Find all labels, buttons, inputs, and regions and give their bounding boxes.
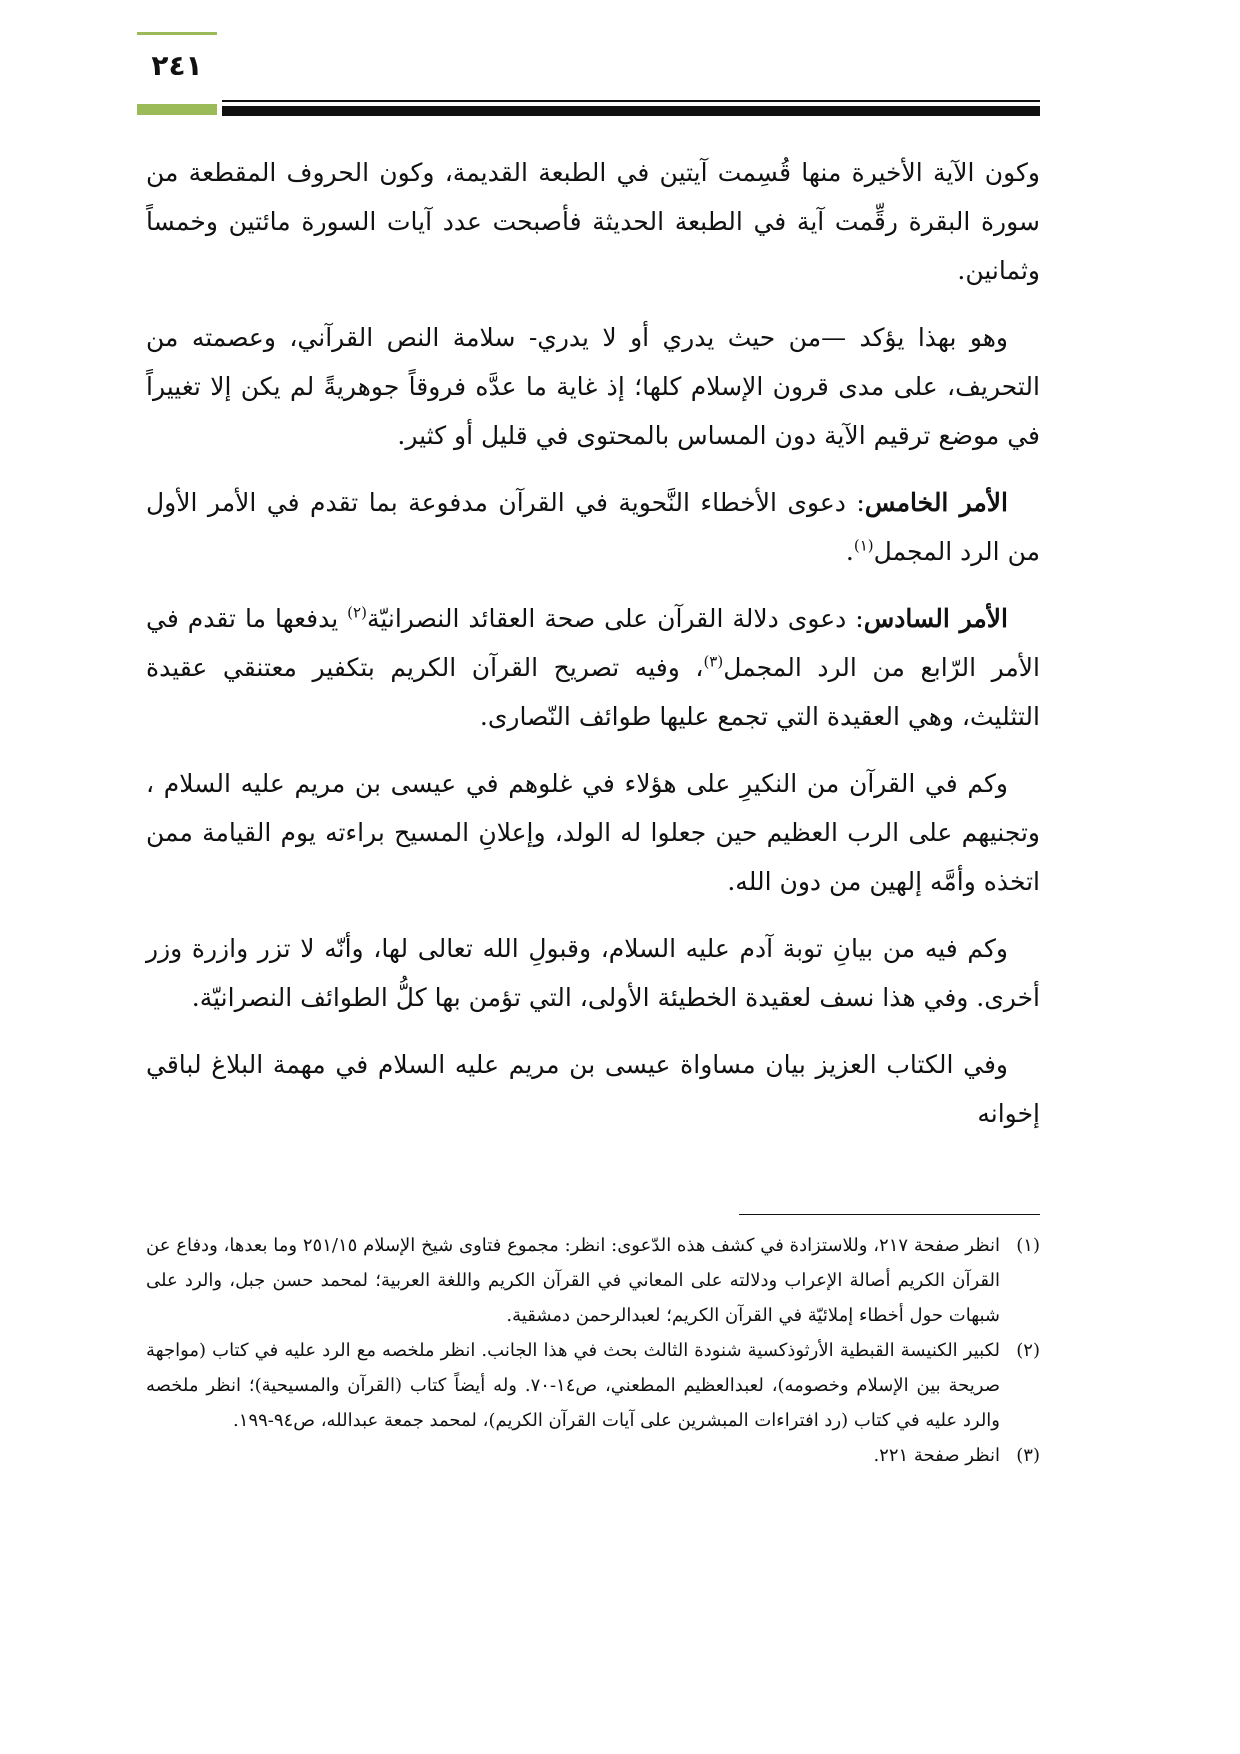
footnote-ref[interactable]: (١) [853,536,874,555]
footnotes [146,1228,1040,1473]
paragraph [146,148,1040,295]
paragraph-text: يدفعها ما تقدم في الأمر الرّابع من الرد المجمل [146,604,1040,682]
paragraph-text: : دعوى دلالة القرآن على صحة العقائد النصرانيّة [366,604,864,633]
footnote-number: (١) [1016,1235,1040,1256]
footnote-number: (٣) [1016,1445,1040,1466]
heading-sixth-matter: الأمر السادس [863,604,1008,633]
footnote [146,1333,1040,1438]
paragraph-text: . [845,537,854,566]
main-text [146,148,1040,1156]
footnote-text: لكبير الكنيسة القبطية الأرثوذكسية شنودة الثالث بحث في هذا الجانب. انظر ملخصه مع الرد عليه في كتاب (مواجهة صريحة بين الإسلام وخصومه)، لعبدالعظيم المطعني، ص١٤-٧٠. وله أيضاً كتاب (القرآن والمسيحية)؛ انظر ملخصه والرد عليه في كتاب (رد افتراءات المبشرين على آيات القرآن الكريم)، لمحمد جمعة عبدالله، ص٩٤-١٩٩. [146,1340,1001,1431]
paragraph-text: وكون الآية الأخيرة منها قُسِمت آيتين في الطبعة القديمة، وكون الحروف المقطعة من سورة البقرة رقِّمت آية في الطبعة الحديثة فأصبحت عدد آيات السورة مائتين وخمساً وثمانين. [146,158,1040,285]
paragraph-fifth-matter [146,478,1040,576]
header-rule-black [222,106,1040,116]
paragraph-text: وهو بهذا يؤكد —من حيث يدري أو لا يدري- سلامة النص القرآني، وعصمته من التحريف، على مدى قرون الإسلام كلها؛ إذ غاية ما عدَّه فروقاً جوهريةً لم يكن إلا تغييراً في موضع ترقيم الآية دون المساس بالمحتوى في قليل أو كثير. [146,323,1040,450]
footnote-ref[interactable]: (٣) [703,652,724,671]
paragraph [146,1040,1040,1138]
page-number: ٢٤١ [151,49,203,82]
footnote [146,1228,1040,1333]
footnote-separator [739,1214,1040,1215]
footnote-number: (٢) [1016,1340,1040,1361]
paragraph-text: وفي الكتاب العزيز بيان مساواة عيسى بن مريم عليه السلام في مهمة البلاغ لباقي إخوانه [146,1050,1040,1128]
heading-fifth-matter: الأمر الخامس [864,488,1008,517]
paragraph-text: وكم في القرآن من النكيرِ على هؤلاء في غلوهم في عيسى بن مريم عليه السلام ، وتجنيهم على الرب العظيم حين جعلوا له الولد، وإعلانِ المسيح براءته يوم القيامة ممن اتخذه وأمَّه إلهين من دون الله. [146,769,1040,896]
paragraph-text: ، وفيه تصريح القرآن الكريم بتكفير معتنقي عقيدة التثليث، وهي العقيدة التي تجمع عليها طوائف النّصارى. [146,653,1040,731]
footnote-text: انظر صفحة ٢٢١. [873,1445,1000,1466]
top-accent-line [137,32,217,35]
header-rule-green [137,104,217,115]
paragraph-text: : دعوى الأخطاء النَّحوية في القرآن مدفوعة بما تقدم في الأمر الأول من الرد المجمل [146,488,1040,566]
paragraph [146,924,1040,1022]
paragraph-sixth-matter [146,594,1040,741]
paragraph [146,313,1040,460]
footnote [146,1438,1040,1473]
paragraph [146,759,1040,906]
paragraph-text: وكم فيه من بيانِ توبة آدم عليه السلام، وقبولِ الله تعالى لها، وأنّه لا تزر وازرة وزر أخرى. وفي هذا نسف لعقيدة الخطيئة الأولى، التي تؤمن بها كلُّ الطوائف النصرانيّة. [146,934,1040,1012]
footnote-text: انظر صفحة ٢١٧، وللاستزادة في كشف هذه الدّعوى: انظر: مجموع فتاوى شيخ الإسلام ٢٥١/١٥ وما بعدها، ودفاع عن القرآن الكريم أصالة الإعراب ودلالته على المعاني في القرآن الكريم واللغة العربية؛ لمحمد حسن جبل، والرد على شبهات حول أخطاء إملائيّة في القرآن الكريم؛ لعبدالرحمن دمشقية. [146,1235,1000,1326]
footnote-ref[interactable]: (٢) [347,603,367,622]
